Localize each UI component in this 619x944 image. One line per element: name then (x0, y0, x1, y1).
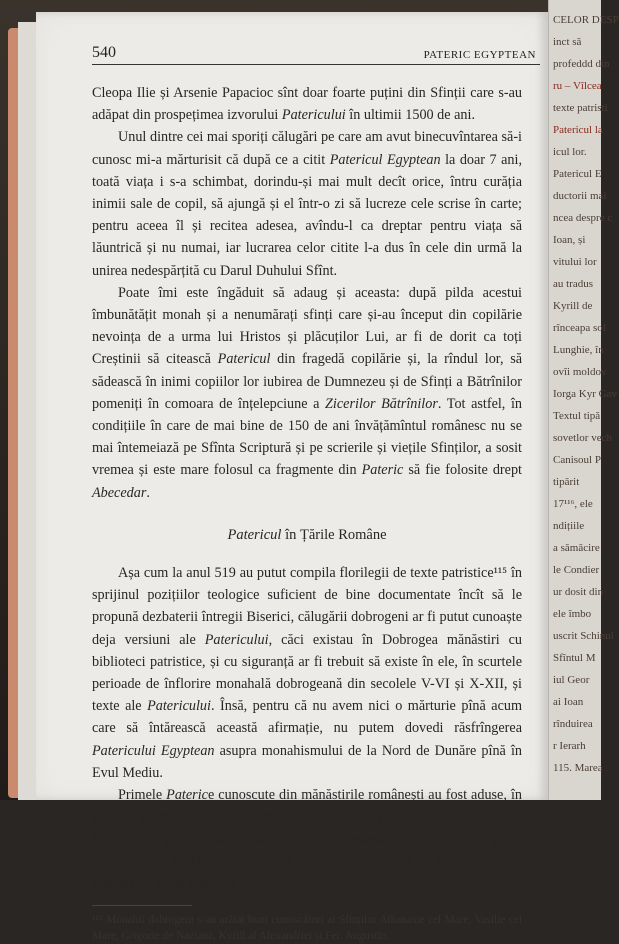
book-page (36, 12, 548, 943)
body-text (92, 82, 522, 944)
facing-page-fragment: Lunghie, în (553, 344, 604, 356)
facing-page-fragment: sovetlor vech (553, 432, 612, 444)
facing-page-fragment: vitului lor (553, 256, 597, 268)
facing-page-fragment: inct să (553, 36, 582, 48)
footnote-rule (92, 905, 192, 906)
facing-page-fragment: r Ierarh (553, 740, 586, 752)
facing-page-fragment: rînceapa sol (553, 322, 606, 334)
facing-page-fragment: au tradus (553, 278, 594, 290)
facing-page-fragment: Iorga Kyr Gav (553, 388, 617, 400)
paragraph: Așa cum la anul 519 au putut compila florilegii de texte patristice¹¹⁵ în sprijinul pozițiilor teologice suficient de bine documentate încît să le propună dezbaterii întregii Biserici, călugării dobrogeni ar fi putut cunoaște deja versiuni ale Patericului, căci existau în Dobrogea mănăstiri cu biblioteci patristice, și cu siguranță ar fi trebuit să existe în ele, în scurtele perioade de înflorire monahală dobrogeană din secolele V-VI și X-XII, și texte ale Patericului. Însă, pentru că nu avem nici o mărturie pînă acum care să întărească această afirmație, nu putem dovedi răsfrîngerea Patericului Egyptean asupra monahismului de la Nord de Dunăre pînă în Evul Mediu. (92, 565, 523, 781)
paragraph: Unul dintre cei mai sporiți călugări pe care am avut binecuvîntarea să-i cunosc mi-a mărturisit că după ce a citit Patericul Egyptean la doar 7 ani, toată viața i s-a schimbat, dorindu-și mai mult decît orice, întru curăția inimii sale de copil, să ajungă și el într-o zi să lucreze cele scrise în carte; pentru aceea îl și recitea adesea, avîndu-l ca dreptar pentru viața să lăuntrică și nu numai, iar lucrarea celor citite l-a dus în cele din urmă la unirea nedespărțită cu Darul Duhului Sfînt. (92, 129, 523, 279)
facing-page-fragment: a sămăcire (553, 542, 600, 554)
facing-page-fragment: ncea despre c (553, 212, 613, 224)
paragraph: Cleopa Ilie și Arsenie Papacioc sînt doar foarte puțini din Sfinții care s-au adăpat din prospețimea izvorului Patericului în ultimii 1500 de ani. (92, 85, 522, 124)
facing-page-fragment: 115. Marea (553, 762, 603, 774)
facing-page-fragment: Textul tipă (553, 410, 601, 422)
facing-page-fragment: ai Ioan (553, 696, 584, 708)
facing-page-fragment: ovîi moldov (553, 366, 607, 378)
running-head: PATERIC EGYPTEAN (423, 49, 536, 61)
facing-page (548, 0, 619, 800)
facing-page-fragment: uscrit Schinul (553, 630, 614, 642)
facing-page-fragment: Kyrill de (553, 300, 593, 312)
facing-page-fragment: profeddd din (553, 58, 610, 70)
facing-page-fragment: icul lor. (553, 146, 587, 158)
facing-page-fragment: texte patristi (553, 102, 608, 114)
facing-page-fragment: ductorii mai (553, 190, 607, 202)
facing-page-fragment: iul Geor (553, 674, 590, 686)
facing-page-fragment: Sfîntul M (553, 652, 596, 664)
facing-page-fragment: ru – Vîlcea (553, 80, 602, 92)
facing-page-fragment: Canisoul P (553, 454, 601, 466)
footnote: ¹¹⁵ Monahii dobrogeni s-au arătat buni cunoscători ai Sfinților Athanasie cel Mare, Vasilie cel Mare, Grigorie de Nazianz, Kyrill al Alexandriei și Fer. Augustin. (92, 914, 522, 943)
facing-page-fragment: rînduirea (553, 718, 593, 730)
page-number: 540 (92, 44, 116, 61)
facing-page-fragment: ndițiile (553, 520, 585, 532)
section-heading-italic: Patericul (227, 526, 282, 543)
facing-page-fragment: tipărit (553, 476, 580, 488)
facing-page-fragment: ele îmbo (553, 608, 592, 620)
facing-page-fragment: Patericul la (553, 124, 603, 136)
paragraph: Primele Paterice cunoscute din mănăstirile românești au fost aduse, în sec. XIV, de Sfîntul Nicodim de la Tismana și de ceilalți ucenici ai Sfîntului Grigorie Sinaitul care au întemeiat mănăstirile Cozia, Bistrița de Olt, Bistrița de Neamț și Neamț. Avem în țară mai multe manuscrise slavone cu acest conținut. (92, 787, 522, 892)
facing-page-fragment: 17¹¹⁶, ele (553, 498, 593, 510)
facing-page-fragment: Patericul E (553, 168, 602, 180)
section-heading-rest: în Țările Române (281, 526, 387, 543)
facing-page-fragment: Ioan, și (553, 234, 586, 246)
facing-page-fragment: le Condier (553, 564, 600, 576)
page-header (92, 40, 540, 65)
facing-page-fragment: CELOR DESP (553, 14, 619, 26)
facing-page-fragment: ur dosit din (553, 586, 604, 598)
paragraph: Poate îmi este îngăduit să adaug și aceasta: după pilda acestui îmbunătățit monah și a nenumărați sfinți care și-au început din copilărie nevoința de a urma lui Hristos și plăcuților Lui, ar fi de dorit ca toți Creștinii să citească Patericul din fragedă copilărie și, la rîndul lor, să sădească în inimi copiilor lor iubirea de Dumnezeu și de Sfinți a Bătrînilor pomeniți în comoara de înțelepciune a Zicerilor Bătrînilor. Tot astfel, în condițiile în care de mai bine de 150 de ani învățămîntul românesc nu se mai întemeiază pe Sfînta Scriptură și pe scrierile și viețile Sfinților, a sosit vremea și este mare folosul ca fragmente din Pateric să fie folosite drept Abecedar. (92, 284, 523, 501)
section-heading (92, 524, 522, 546)
